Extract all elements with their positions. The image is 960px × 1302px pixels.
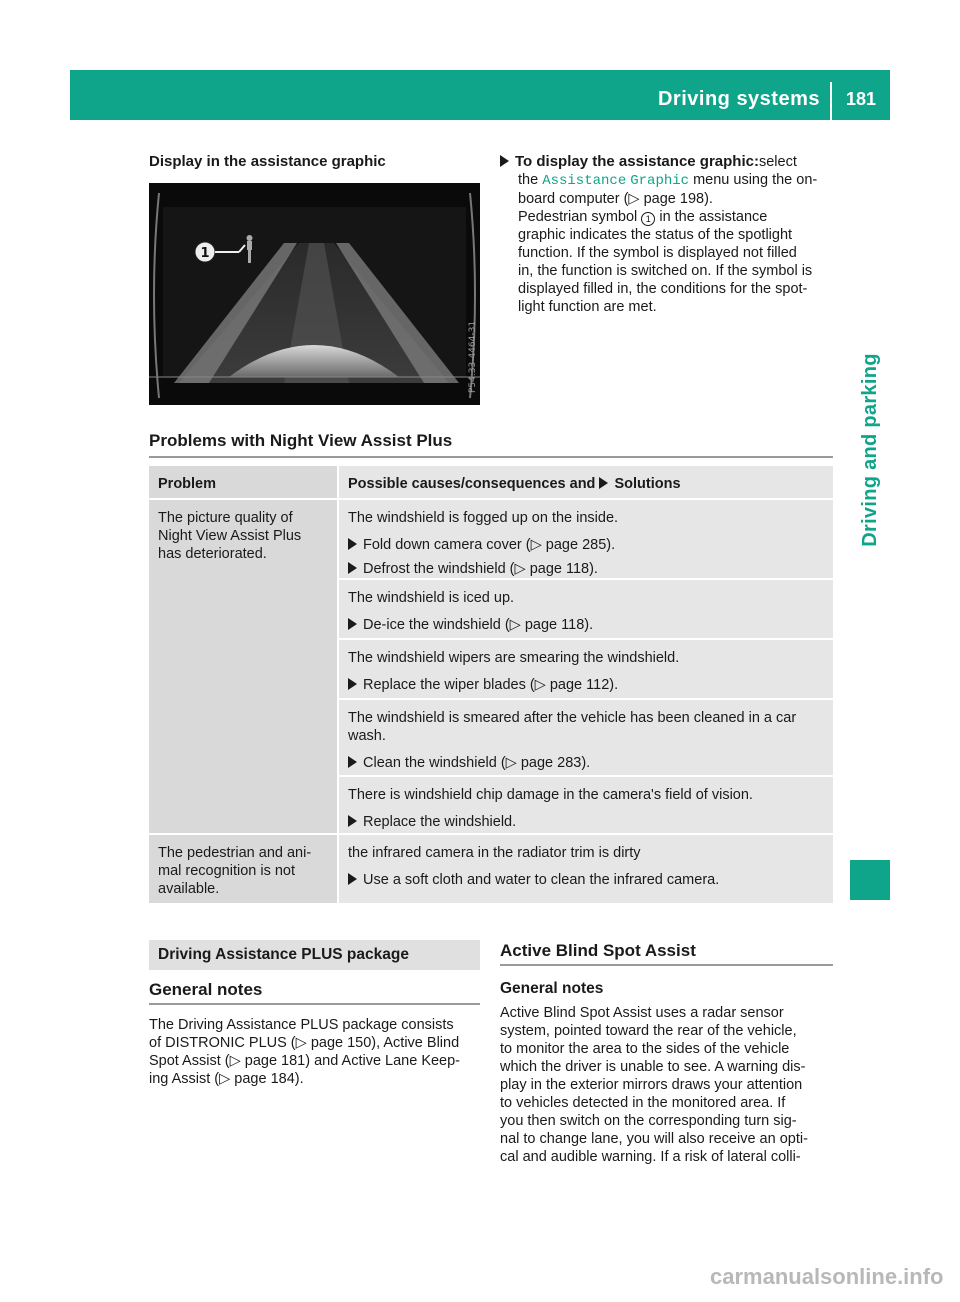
- solution-step: Defrost the windshield (▷ page 118).: [363, 561, 598, 577]
- figure-code: P54.33-4464-31: [468, 320, 478, 393]
- cause-text: The windshield is fogged up on the inside.: [348, 510, 619, 526]
- problem-line: The pedestrian and ani-: [158, 845, 312, 861]
- section-heading-display: Display in the assistance graphic: [149, 153, 386, 170]
- instruction-line8: displayed filled in, the conditions for the spot-: [518, 281, 808, 297]
- watermark: carmanualsonline.info: [710, 1264, 944, 1289]
- body-line: nal to change lane, you will also receive an opti-: [500, 1131, 808, 1147]
- instruction-lead: To display the assistance graphic:: [515, 153, 759, 170]
- solution-step: Replace the wiper blades (▷ page 112).: [363, 677, 619, 693]
- absa-body: [500, 1004, 845, 1166]
- dap-body: [149, 1016, 489, 1088]
- night-view-display-illustration: [149, 183, 480, 405]
- page-ref-198[interactable]: page 198).: [643, 191, 713, 207]
- solution-step: De-ice the windshield (▷ page 118).: [363, 617, 594, 633]
- instruction-after-menu: menu using the on-: [693, 172, 818, 188]
- assistance-graphic-figure: [149, 183, 480, 405]
- table-cause-cell: [337, 775, 833, 833]
- table-cause-cell: [337, 638, 833, 698]
- display-instruction: [500, 153, 840, 316]
- body-line: you then switch on the corresponding turn sig-: [500, 1113, 797, 1129]
- table-cause-cell: [337, 833, 833, 903]
- dap-heading: Driving Assistance PLUS package: [149, 940, 480, 970]
- dap-rule: [149, 1003, 480, 1005]
- cause-text: The windshield is iced up.: [348, 590, 515, 606]
- cause-text: wash.: [348, 728, 386, 744]
- instruction-lead-rest: select: [758, 154, 797, 170]
- problem-line: mal recognition is not: [158, 863, 296, 879]
- body-line: system, pointed toward the rear of the vehicle,: [500, 1023, 797, 1039]
- menu-graphic: Graphic: [630, 173, 690, 189]
- table-cause-cell: [337, 578, 833, 638]
- body-line: play in the exterior mirrors draws your attention: [500, 1077, 803, 1093]
- problem-line: has deteriorated.: [158, 546, 267, 562]
- absa-rule: [500, 964, 833, 966]
- cause-text: The windshield wipers are smearing the windshield.: [348, 650, 680, 666]
- cause-text: The windshield is smeared after the vehicle has been cleaned in a car: [348, 710, 797, 726]
- body-line: of DISTRONIC PLUS (▷ page 150), Active Blind: [149, 1035, 460, 1051]
- instruction-line4: Pedestrian symbol: [518, 209, 638, 225]
- figure-callout: 1: [200, 246, 210, 261]
- instruction-line5: graphic indicates the status of the spotlight: [518, 227, 793, 243]
- body-line: Active Blind Spot Assist uses a radar sensor: [500, 1005, 784, 1021]
- side-tab: [850, 310, 890, 590]
- side-tab-marker: [850, 860, 890, 900]
- page-ref-icon: ▷: [628, 191, 640, 207]
- body-line: to monitor the area to the sides of the vehicle: [500, 1041, 790, 1057]
- callout-1-icon: 1: [641, 212, 655, 226]
- cause-text: the infrared camera in the radiator trim is dirty: [348, 845, 641, 861]
- table-cause-cell: [337, 498, 833, 578]
- menu-assistance: Assistance: [542, 173, 627, 189]
- col-header-problem: Problem: [149, 466, 337, 498]
- instruction-line4-rest: in the assistance: [659, 209, 768, 225]
- body-line: cal and audible warning. If a risk of lateral colli-: [500, 1149, 801, 1165]
- table-row-problem: [149, 498, 337, 833]
- page-number: 181: [845, 89, 877, 109]
- absa-heading: Active Blind Spot Assist: [500, 941, 696, 960]
- instruction-line3: board computer (: [518, 191, 629, 207]
- cause-text: There is windshield chip damage in the camera's field of vision.: [348, 787, 753, 803]
- header-title: Driving systems: [657, 88, 820, 110]
- instruction-line6: function. If the symbol is displayed not filled: [518, 245, 797, 261]
- col-header-solutions-label: Solutions: [614, 476, 681, 492]
- page-header: [70, 70, 890, 120]
- problem-line: Night View Assist Plus: [158, 528, 302, 544]
- absa-subheading: General notes: [500, 980, 604, 997]
- col-header-causes-label: Possible causes/consequences and: [348, 476, 596, 492]
- col-header-causes: [337, 466, 833, 498]
- body-line: which the driver is unable to see. A warning dis-: [500, 1059, 806, 1075]
- instruction-line7: in, the function is switched on. If the symbol is: [518, 263, 813, 279]
- problem-line: The picture quality of: [158, 510, 293, 526]
- side-tab-label: Driving and parking: [859, 353, 881, 547]
- instruction-the: the: [518, 172, 539, 188]
- solution-step: Use a soft cloth and water to clean the infrared camera.: [363, 872, 720, 888]
- dap-subheading: General notes: [149, 980, 263, 999]
- problems-rule: [149, 456, 833, 458]
- body-line: ing Assist (▷ page 184).: [149, 1071, 304, 1087]
- problem-line: available.: [158, 881, 220, 897]
- table-cause-cell: [337, 698, 833, 775]
- instruction-line9: light function are met.: [518, 299, 657, 315]
- solution-step: Clean the windshield (▷ page 283).: [363, 755, 591, 771]
- problems-heading: Problems with Night View Assist Plus: [149, 431, 453, 450]
- solutions-arrow-icon: [599, 477, 608, 489]
- solution-step: Replace the windshield.: [363, 814, 517, 830]
- body-line: The Driving Assistance PLUS package consists: [149, 1017, 454, 1033]
- solution-step: Fold down camera cover (▷ page 285).: [363, 537, 616, 553]
- body-line: Spot Assist (▷ page 181) and Active Lane Keep-: [149, 1053, 461, 1069]
- body-line: to vehicles detected in the monitored area. If: [500, 1095, 786, 1111]
- table-row-problem: [149, 833, 337, 903]
